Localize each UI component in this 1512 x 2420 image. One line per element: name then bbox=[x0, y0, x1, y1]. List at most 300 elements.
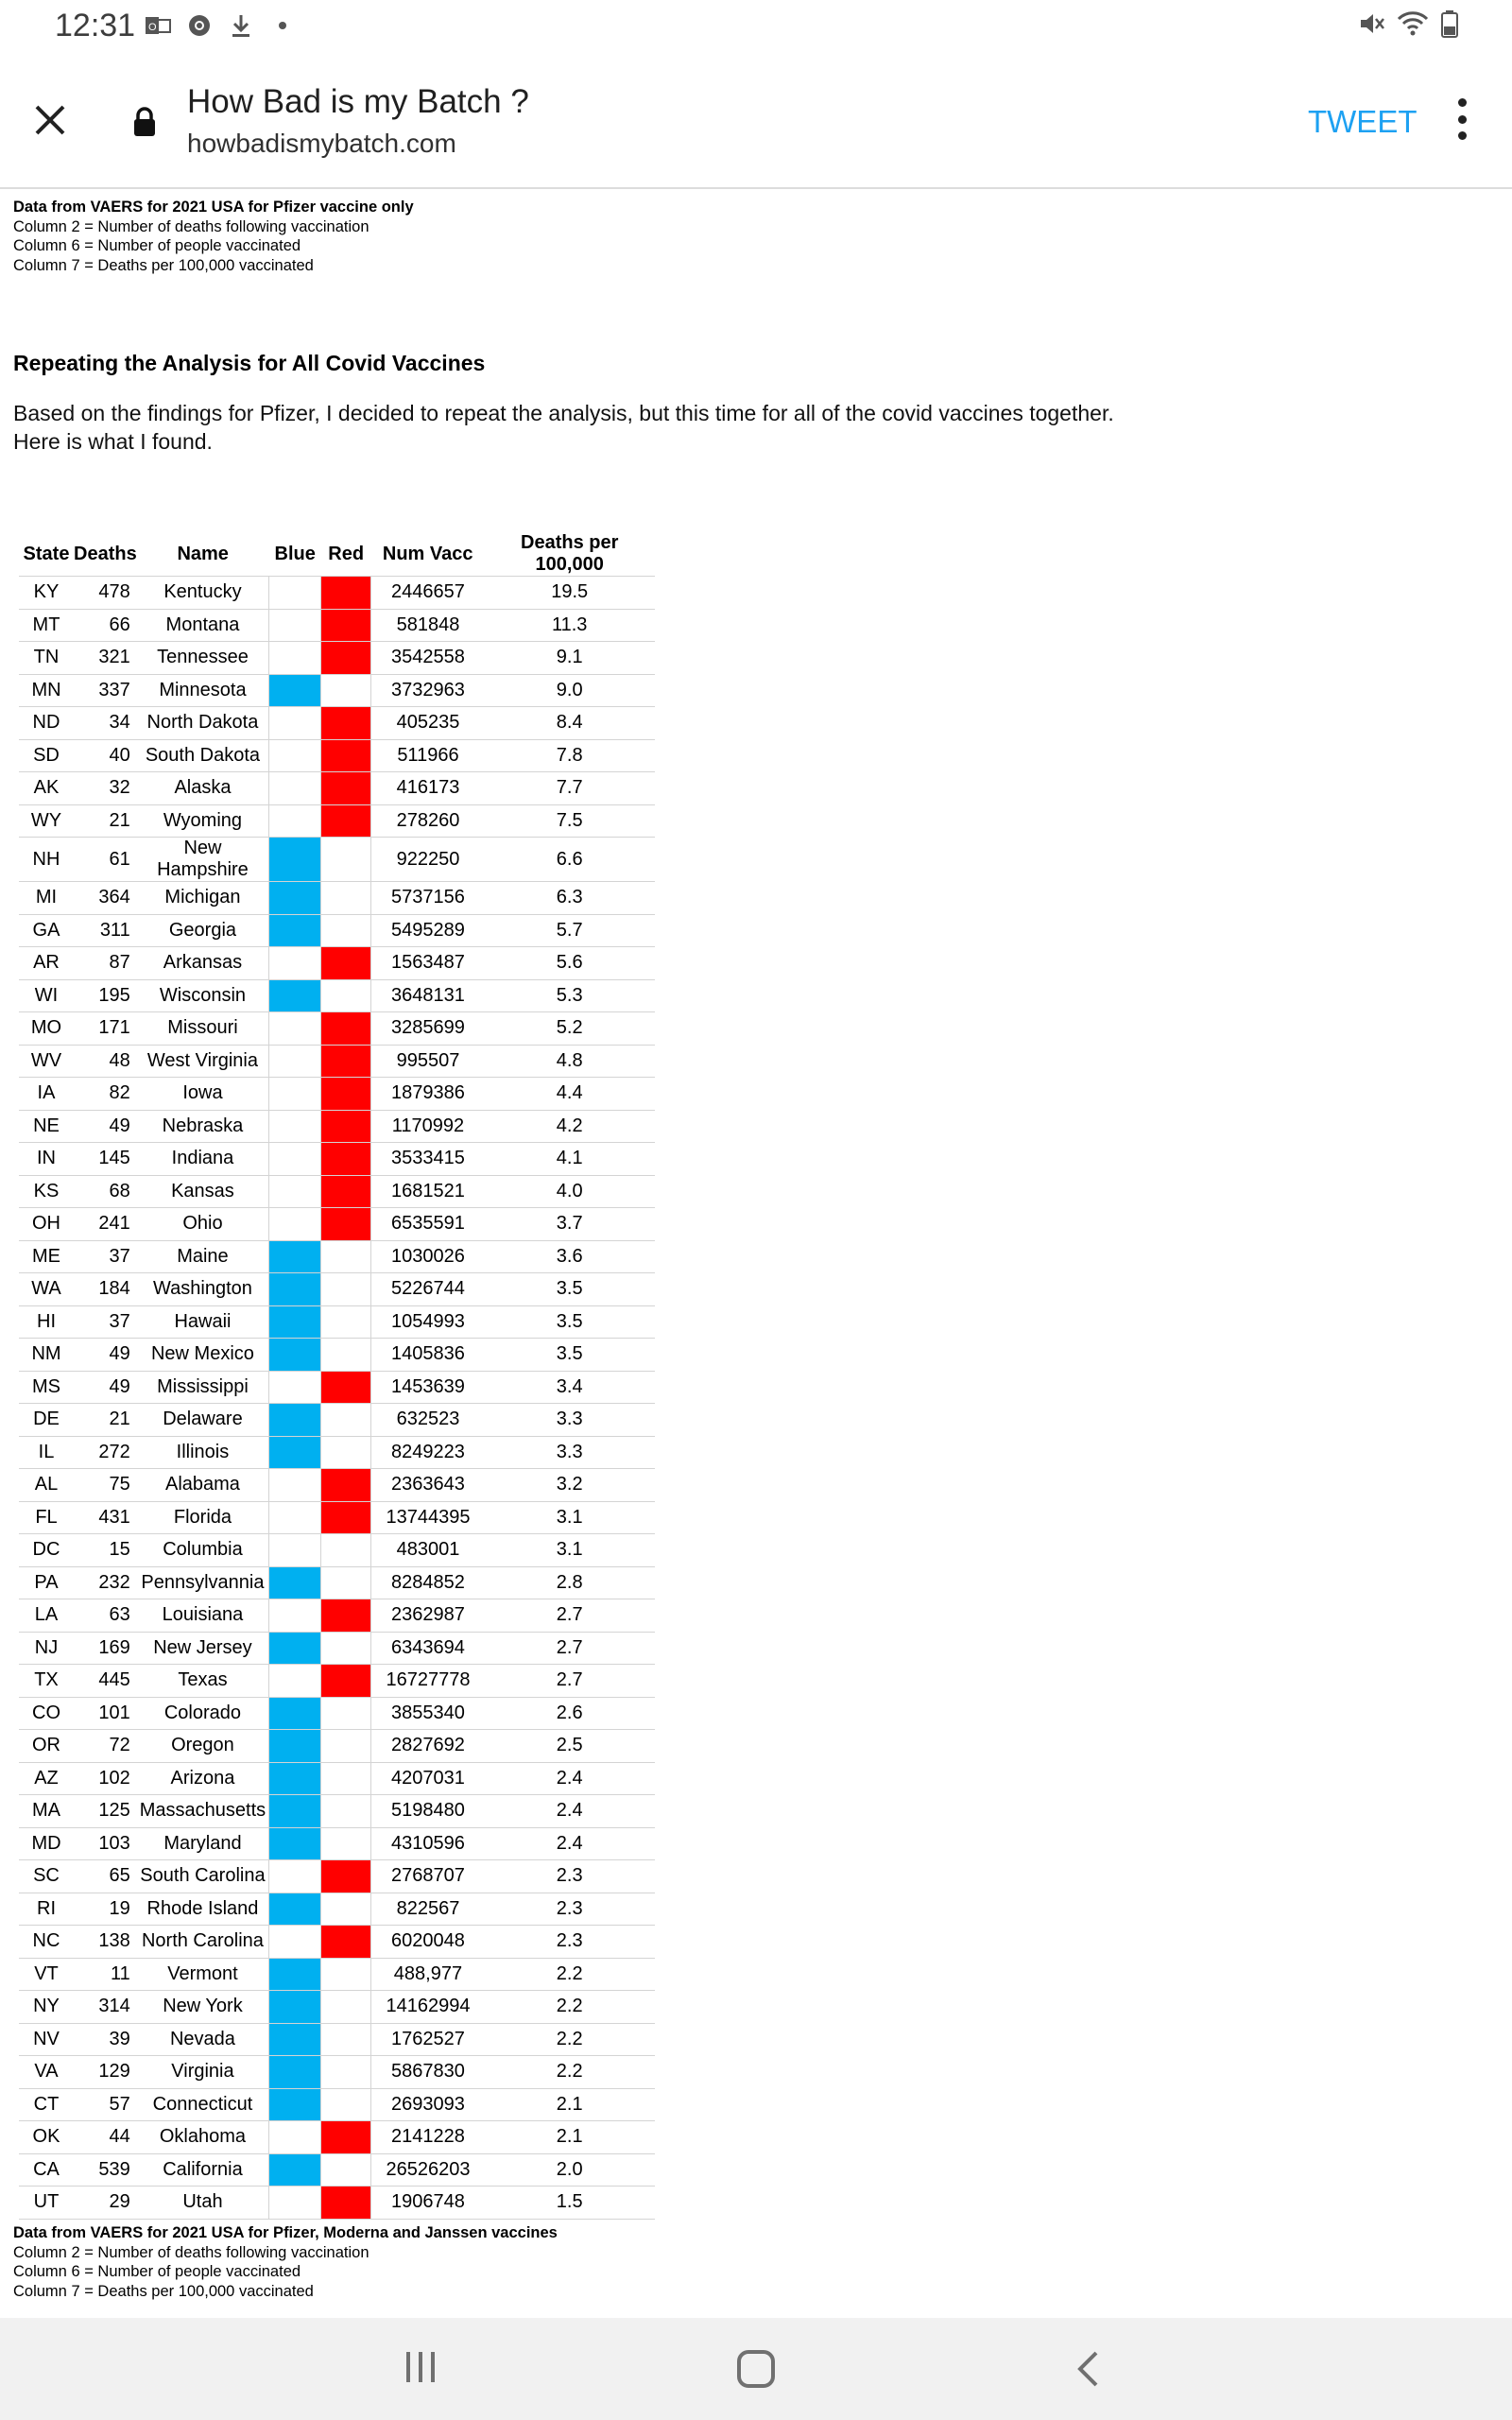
num-vacc-cell: 1054993 bbox=[371, 1305, 485, 1339]
state-cell: AZ bbox=[19, 1762, 74, 1795]
deaths-cell: 34 bbox=[74, 707, 137, 740]
deaths-cell: 63 bbox=[74, 1599, 137, 1633]
name-cell: Louisiana bbox=[137, 1599, 269, 1633]
num-vacc-cell: 8249223 bbox=[371, 1436, 485, 1469]
rate-cell: 6.3 bbox=[485, 882, 655, 915]
rate-cell: 3.3 bbox=[485, 1404, 655, 1437]
red-cell bbox=[321, 979, 371, 1012]
name-cell: Iowa bbox=[137, 1078, 269, 1111]
name-cell: Kansas bbox=[137, 1175, 269, 1208]
table-row bbox=[19, 1860, 655, 1893]
red-cell bbox=[321, 838, 371, 882]
deaths-cell: 169 bbox=[74, 1632, 137, 1665]
table-row bbox=[19, 1795, 655, 1828]
table-row bbox=[19, 2088, 655, 2121]
table-row bbox=[19, 772, 655, 805]
status-time: 12:31 bbox=[55, 8, 136, 43]
red-cell bbox=[321, 1501, 371, 1534]
name-cell: Kentucky bbox=[137, 577, 269, 610]
download-icon bbox=[227, 11, 255, 40]
name-cell: Alaska bbox=[137, 772, 269, 805]
name-cell: Columbia bbox=[137, 1534, 269, 1567]
state-cell: WA bbox=[19, 1273, 74, 1306]
state-cell: VT bbox=[19, 1958, 74, 1991]
header-deaths: Deaths bbox=[74, 532, 137, 577]
red-cell bbox=[321, 609, 371, 642]
blue-cell bbox=[269, 1240, 321, 1273]
blue-cell bbox=[269, 1665, 321, 1698]
red-cell bbox=[321, 577, 371, 610]
rate-cell: 2.2 bbox=[485, 1991, 655, 2024]
state-cell: MS bbox=[19, 1371, 74, 1404]
red-cell bbox=[321, 1566, 371, 1599]
rate-cell: 19.5 bbox=[485, 577, 655, 610]
blue-cell bbox=[269, 804, 321, 838]
blue-cell bbox=[269, 1305, 321, 1339]
top-note bbox=[13, 198, 414, 275]
chrome-icon bbox=[185, 11, 214, 40]
num-vacc-cell: 13744395 bbox=[371, 1501, 485, 1534]
state-cell: AR bbox=[19, 947, 74, 980]
deaths-cell: 66 bbox=[74, 609, 137, 642]
state-cell: ND bbox=[19, 707, 74, 740]
blue-cell bbox=[269, 1175, 321, 1208]
red-cell bbox=[321, 2023, 371, 2056]
name-cell: Colorado bbox=[137, 1697, 269, 1730]
red-cell bbox=[321, 1730, 371, 1763]
blue-cell bbox=[269, 1697, 321, 1730]
blue-cell bbox=[269, 1501, 321, 1534]
deaths-cell: 272 bbox=[74, 1436, 137, 1469]
red-cell bbox=[321, 1926, 371, 1959]
state-cell: MO bbox=[19, 1012, 74, 1046]
state-cell: WI bbox=[19, 979, 74, 1012]
num-vacc-cell: 2827692 bbox=[371, 1730, 485, 1763]
table-row bbox=[19, 1078, 655, 1111]
header-num-vacc: Num Vacc bbox=[371, 532, 485, 577]
red-cell bbox=[321, 1208, 371, 1241]
state-cell: NE bbox=[19, 1110, 74, 1143]
state-cell: NH bbox=[19, 838, 74, 882]
dot-icon bbox=[268, 11, 297, 40]
name-cell: Tennessee bbox=[137, 642, 269, 675]
num-vacc-cell: 1681521 bbox=[371, 1175, 485, 1208]
recents-icon[interactable] bbox=[406, 2352, 435, 2382]
name-cell: Massachusetts bbox=[137, 1795, 269, 1828]
num-vacc-cell: 5198480 bbox=[371, 1795, 485, 1828]
name-cell: Oregon bbox=[137, 1730, 269, 1763]
top-note-line2: Column 2 = Number of deaths following vaccination bbox=[13, 217, 369, 235]
rate-cell: 2.7 bbox=[485, 1632, 655, 1665]
deaths-cell: 232 bbox=[74, 1566, 137, 1599]
blue-cell bbox=[269, 642, 321, 675]
red-cell bbox=[321, 2121, 371, 2154]
name-cell: New Jersey bbox=[137, 1632, 269, 1665]
table-row bbox=[19, 1958, 655, 1991]
blue-cell bbox=[269, 1991, 321, 2024]
red-cell bbox=[321, 1143, 371, 1176]
rate-cell: 7.7 bbox=[485, 772, 655, 805]
red-cell bbox=[321, 1958, 371, 1991]
red-cell bbox=[321, 2187, 371, 2220]
state-cell: NV bbox=[19, 2023, 74, 2056]
rate-cell: 3.1 bbox=[485, 1534, 655, 1567]
deaths-cell: 37 bbox=[74, 1240, 137, 1273]
blue-cell bbox=[269, 2023, 321, 2056]
red-cell bbox=[321, 707, 371, 740]
table-row bbox=[19, 947, 655, 980]
red-cell bbox=[321, 674, 371, 707]
num-vacc-cell: 3285699 bbox=[371, 1012, 485, 1046]
deaths-cell: 171 bbox=[74, 1012, 137, 1046]
name-cell: South Carolina bbox=[137, 1860, 269, 1893]
state-cell: WV bbox=[19, 1045, 74, 1078]
close-icon[interactable] bbox=[26, 96, 74, 144]
state-cell: IL bbox=[19, 1436, 74, 1469]
rate-cell: 7.5 bbox=[485, 804, 655, 838]
red-cell bbox=[321, 1991, 371, 2024]
table-row bbox=[19, 674, 655, 707]
top-note-line4: Column 7 = Deaths per 100,000 vaccinated bbox=[13, 256, 314, 274]
deaths-cell: 57 bbox=[74, 2088, 137, 2121]
deaths-cell: 15 bbox=[74, 1534, 137, 1567]
num-vacc-cell: 3855340 bbox=[371, 1697, 485, 1730]
deaths-cell: 49 bbox=[74, 1339, 137, 1372]
name-cell: New Mexico bbox=[137, 1339, 269, 1372]
deaths-cell: 195 bbox=[74, 979, 137, 1012]
deaths-cell: 241 bbox=[74, 1208, 137, 1241]
blue-cell bbox=[269, 1599, 321, 1633]
bottom-note-line1: Data from VAERS for 2021 USA for Pfizer, Moderna and Janssen vaccines bbox=[13, 2224, 558, 2241]
num-vacc-cell: 278260 bbox=[371, 804, 485, 838]
deaths-cell: 72 bbox=[74, 1730, 137, 1763]
back-icon[interactable] bbox=[1075, 2350, 1100, 2393]
state-cell: SD bbox=[19, 739, 74, 772]
rate-cell: 1.5 bbox=[485, 2187, 655, 2220]
deaths-cell: 68 bbox=[74, 1175, 137, 1208]
num-vacc-cell: 6020048 bbox=[371, 1926, 485, 1959]
mute-icon bbox=[1357, 10, 1385, 42]
num-vacc-cell: 1030026 bbox=[371, 1240, 485, 1273]
num-vacc-cell: 3732963 bbox=[371, 674, 485, 707]
name-cell: Delaware bbox=[137, 1404, 269, 1437]
deaths-cell: 101 bbox=[74, 1697, 137, 1730]
table-row bbox=[19, 1632, 655, 1665]
num-vacc-cell: 2363643 bbox=[371, 1469, 485, 1502]
blue-cell bbox=[269, 577, 321, 610]
blue-cell bbox=[269, 1730, 321, 1763]
red-cell bbox=[321, 2088, 371, 2121]
state-cell: SC bbox=[19, 1860, 74, 1893]
rate-cell: 5.3 bbox=[485, 979, 655, 1012]
blue-cell bbox=[269, 2153, 321, 2187]
status-bar bbox=[0, 0, 1512, 53]
state-cell: TN bbox=[19, 642, 74, 675]
num-vacc-cell: 483001 bbox=[371, 1534, 485, 1567]
table-row bbox=[19, 804, 655, 838]
blue-cell bbox=[269, 1371, 321, 1404]
outlook-icon bbox=[144, 11, 172, 40]
header-blue: Blue bbox=[269, 532, 321, 577]
state-cell: PA bbox=[19, 1566, 74, 1599]
rate-cell: 2.1 bbox=[485, 2121, 655, 2154]
deaths-cell: 40 bbox=[74, 739, 137, 772]
deaths-cell: 29 bbox=[74, 2187, 137, 2220]
state-cell: ME bbox=[19, 1240, 74, 1273]
deaths-cell: 11 bbox=[74, 1958, 137, 1991]
num-vacc-cell: 922250 bbox=[371, 838, 485, 882]
table-row bbox=[19, 1305, 655, 1339]
red-cell bbox=[321, 1599, 371, 1633]
red-cell bbox=[321, 1665, 371, 1698]
svg-text:O: O bbox=[148, 22, 157, 33]
header-deaths-per-100k: Deaths per 100,000 bbox=[485, 532, 655, 577]
table-row bbox=[19, 1926, 655, 1959]
name-cell: Connecticut bbox=[137, 2088, 269, 2121]
num-vacc-cell: 5495289 bbox=[371, 914, 485, 947]
rate-cell: 9.0 bbox=[485, 674, 655, 707]
num-vacc-cell: 416173 bbox=[371, 772, 485, 805]
more-vert-icon[interactable] bbox=[1448, 98, 1476, 140]
rate-cell: 3.5 bbox=[485, 1339, 655, 1372]
red-cell bbox=[321, 1860, 371, 1893]
rate-cell: 9.1 bbox=[485, 642, 655, 675]
blue-cell bbox=[269, 1110, 321, 1143]
table-row bbox=[19, 1436, 655, 1469]
page-title: How Bad is my Batch ? bbox=[187, 83, 529, 120]
name-cell: Georgia bbox=[137, 914, 269, 947]
name-cell: Arizona bbox=[137, 1762, 269, 1795]
deaths-cell: 364 bbox=[74, 882, 137, 915]
table-row bbox=[19, 2121, 655, 2154]
name-cell: New Hampshire bbox=[137, 838, 269, 882]
deaths-cell: 32 bbox=[74, 772, 137, 805]
bottom-note-line3: Column 6 = Number of people vaccinated bbox=[13, 2263, 301, 2280]
section-paragraph: Based on the findings for Pfizer, I decided to repeat the analysis, but this time for all of the covid vaccines together. Here is what I found. bbox=[13, 401, 1114, 454]
name-cell: Wisconsin bbox=[137, 979, 269, 1012]
name-cell: Ohio bbox=[137, 1208, 269, 1241]
page-url: howbadismybatch.com bbox=[187, 129, 456, 158]
table-row bbox=[19, 642, 655, 675]
header-red: Red bbox=[321, 532, 371, 577]
deaths-cell: 39 bbox=[74, 2023, 137, 2056]
num-vacc-cell: 2768707 bbox=[371, 1860, 485, 1893]
red-cell bbox=[321, 1012, 371, 1046]
name-cell: Montana bbox=[137, 609, 269, 642]
vaccine-deaths-table bbox=[19, 532, 655, 2220]
deaths-cell: 87 bbox=[74, 947, 137, 980]
red-cell bbox=[321, 739, 371, 772]
section-heading: Repeating the Analysis for All Covid Vaccines bbox=[13, 351, 486, 375]
name-cell: Virginia bbox=[137, 2056, 269, 2089]
blue-cell bbox=[269, 1078, 321, 1111]
table-row bbox=[19, 1893, 655, 1926]
state-cell: CT bbox=[19, 2088, 74, 2121]
name-cell: Rhode Island bbox=[137, 1893, 269, 1926]
lock-icon bbox=[130, 106, 159, 138]
red-cell bbox=[321, 1404, 371, 1437]
blue-cell bbox=[269, 739, 321, 772]
rate-cell: 2.3 bbox=[485, 1926, 655, 1959]
num-vacc-cell: 6343694 bbox=[371, 1632, 485, 1665]
wifi-icon bbox=[1397, 10, 1429, 42]
deaths-cell: 21 bbox=[74, 804, 137, 838]
num-vacc-cell: 822567 bbox=[371, 1893, 485, 1926]
rate-cell: 7.8 bbox=[485, 739, 655, 772]
num-vacc-cell: 2446657 bbox=[371, 577, 485, 610]
tweet-button[interactable]: TWEET bbox=[1308, 104, 1418, 139]
rate-cell: 3.7 bbox=[485, 1208, 655, 1241]
name-cell: Nebraska bbox=[137, 1110, 269, 1143]
blue-cell bbox=[269, 1273, 321, 1306]
table-body bbox=[19, 577, 655, 2220]
state-cell: VA bbox=[19, 2056, 74, 2089]
red-cell bbox=[321, 947, 371, 980]
red-cell bbox=[321, 804, 371, 838]
rate-cell: 3.5 bbox=[485, 1273, 655, 1306]
blue-cell bbox=[269, 914, 321, 947]
table-row bbox=[19, 1665, 655, 1698]
red-cell bbox=[321, 2056, 371, 2089]
num-vacc-cell: 2693093 bbox=[371, 2088, 485, 2121]
deaths-cell: 49 bbox=[74, 1110, 137, 1143]
table-row bbox=[19, 838, 655, 882]
name-cell: Vermont bbox=[137, 1958, 269, 1991]
blue-cell bbox=[269, 1958, 321, 1991]
rate-cell: 2.8 bbox=[485, 1566, 655, 1599]
table-row bbox=[19, 1697, 655, 1730]
table-header-row bbox=[19, 532, 655, 577]
blue-cell bbox=[269, 1143, 321, 1176]
blue-cell bbox=[269, 1469, 321, 1502]
state-cell: MD bbox=[19, 1827, 74, 1860]
rate-cell: 2.5 bbox=[485, 1730, 655, 1763]
state-cell: WY bbox=[19, 804, 74, 838]
rate-cell: 4.0 bbox=[485, 1175, 655, 1208]
name-cell: West Virginia bbox=[137, 1045, 269, 1078]
name-cell: Hawaii bbox=[137, 1305, 269, 1339]
rate-cell: 2.4 bbox=[485, 1795, 655, 1828]
num-vacc-cell: 5867830 bbox=[371, 2056, 485, 2089]
red-cell bbox=[321, 1469, 371, 1502]
red-cell bbox=[321, 1110, 371, 1143]
blue-cell bbox=[269, 609, 321, 642]
red-cell bbox=[321, 1795, 371, 1828]
deaths-cell: 125 bbox=[74, 1795, 137, 1828]
num-vacc-cell: 2141228 bbox=[371, 2121, 485, 2154]
rate-cell: 2.2 bbox=[485, 2023, 655, 2056]
state-cell: KS bbox=[19, 1175, 74, 1208]
num-vacc-cell: 5226744 bbox=[371, 1273, 485, 1306]
num-vacc-cell: 1405836 bbox=[371, 1339, 485, 1372]
state-cell: GA bbox=[19, 914, 74, 947]
table-row bbox=[19, 1143, 655, 1176]
blue-cell bbox=[269, 1762, 321, 1795]
state-cell: AK bbox=[19, 772, 74, 805]
deaths-cell: 539 bbox=[74, 2153, 137, 2187]
rate-cell: 6.6 bbox=[485, 838, 655, 882]
blue-cell bbox=[269, 1566, 321, 1599]
deaths-cell: 37 bbox=[74, 1305, 137, 1339]
name-cell: Maine bbox=[137, 1240, 269, 1273]
state-cell: OR bbox=[19, 1730, 74, 1763]
deaths-cell: 49 bbox=[74, 1371, 137, 1404]
table-row bbox=[19, 1208, 655, 1241]
table-row bbox=[19, 1501, 655, 1534]
blue-cell bbox=[269, 1534, 321, 1567]
num-vacc-cell: 4207031 bbox=[371, 1762, 485, 1795]
name-cell: Utah bbox=[137, 2187, 269, 2220]
rate-cell: 3.3 bbox=[485, 1436, 655, 1469]
red-cell bbox=[321, 1697, 371, 1730]
rate-cell: 5.7 bbox=[485, 914, 655, 947]
deaths-cell: 314 bbox=[74, 1991, 137, 2024]
num-vacc-cell: 511966 bbox=[371, 739, 485, 772]
num-vacc-cell: 632523 bbox=[371, 1404, 485, 1437]
blue-cell bbox=[269, 1860, 321, 1893]
state-cell: LA bbox=[19, 1599, 74, 1633]
state-cell: DC bbox=[19, 1534, 74, 1567]
state-cell: NM bbox=[19, 1339, 74, 1372]
name-cell: Maryland bbox=[137, 1827, 269, 1860]
name-cell: Minnesota bbox=[137, 674, 269, 707]
blue-cell bbox=[269, 707, 321, 740]
state-cell: AL bbox=[19, 1469, 74, 1502]
system-nav-bar bbox=[0, 2318, 1512, 2420]
bottom-note bbox=[13, 2223, 558, 2301]
state-cell: HI bbox=[19, 1305, 74, 1339]
table-row bbox=[19, 1762, 655, 1795]
num-vacc-cell: 4310596 bbox=[371, 1827, 485, 1860]
battery-icon bbox=[1440, 9, 1459, 43]
blue-cell bbox=[269, 1632, 321, 1665]
blue-cell bbox=[269, 772, 321, 805]
top-note-line3: Column 6 = Number of people vaccinated bbox=[13, 237, 301, 254]
table-row bbox=[19, 1240, 655, 1273]
state-cell: UT bbox=[19, 2187, 74, 2220]
rate-cell: 2.1 bbox=[485, 2088, 655, 2121]
deaths-cell: 184 bbox=[74, 1273, 137, 1306]
name-cell: Michigan bbox=[137, 882, 269, 915]
state-cell: RI bbox=[19, 1893, 74, 1926]
name-cell: Arkansas bbox=[137, 947, 269, 980]
num-vacc-cell: 6535591 bbox=[371, 1208, 485, 1241]
home-icon[interactable] bbox=[737, 2350, 775, 2388]
rate-cell: 5.2 bbox=[485, 1012, 655, 1046]
blue-cell bbox=[269, 1404, 321, 1437]
rate-cell: 3.4 bbox=[485, 1371, 655, 1404]
state-cell: MN bbox=[19, 674, 74, 707]
state-cell: CO bbox=[19, 1697, 74, 1730]
num-vacc-cell: 581848 bbox=[371, 609, 485, 642]
num-vacc-cell: 16727778 bbox=[371, 1665, 485, 1698]
num-vacc-cell: 14162994 bbox=[371, 1991, 485, 2024]
blue-cell bbox=[269, 1012, 321, 1046]
deaths-cell: 102 bbox=[74, 1762, 137, 1795]
red-cell bbox=[321, 2153, 371, 2187]
rate-cell: 2.2 bbox=[485, 1958, 655, 1991]
rate-cell: 3.2 bbox=[485, 1469, 655, 1502]
table-row bbox=[19, 1730, 655, 1763]
num-vacc-cell: 26526203 bbox=[371, 2153, 485, 2187]
name-cell: Washington bbox=[137, 1273, 269, 1306]
table-row bbox=[19, 1273, 655, 1306]
state-cell: MI bbox=[19, 882, 74, 915]
rate-cell: 3.5 bbox=[485, 1305, 655, 1339]
blue-cell bbox=[269, 2088, 321, 2121]
table-row bbox=[19, 707, 655, 740]
table-row bbox=[19, 577, 655, 610]
